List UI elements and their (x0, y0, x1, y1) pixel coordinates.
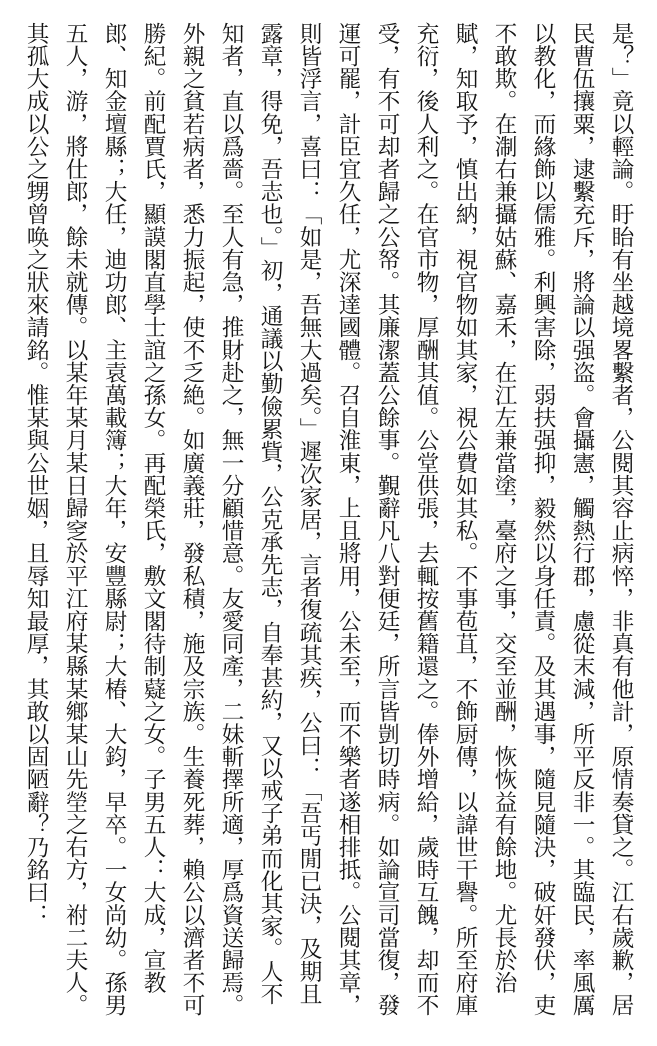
text-column-7: 受，有不可却者歸之公帑。其廉潔蓋公餘事。覲辭凡八對便廷，所言皆剴切時病。如論宣司當復，發 (374, 22, 400, 1017)
text-column-6: 充衍，後人利之。在官市物，厚酬其值。公堂供張，去輒按舊籍還之。俸外增給，歲時互餽，却而不 (413, 22, 439, 1017)
text-column-3: 以教化，而緣飾以儒雅。利興害除，弱扶强抑，毅然以身任責。及其遇事，隨見隨決，破奸發伏，吏 (530, 22, 556, 1017)
text-column-2: 民曹伍攘粟，逮繫充斥，將論以强盗。會攝憲，觸熱行郡，慮從末減，所平反非一。其臨民，率風厲 (569, 22, 595, 1017)
text-column-5: 賦，知取予，慎出納，視官物如其家，視公費如其私。不事苞苴，不飾厨傳，以諱世干譽。所至府庫 (452, 22, 478, 1017)
text-column-1: 是？」竟以輕論。盱眙有坐越境畧繫者，公閱其容止病悴，非真有他計，原情奏貸之。江右歲歉，居 (608, 22, 634, 1017)
text-column-9: 則皆浮言，喜曰：「如是，吾無大過矣。」遲次家居，言者復疏其疾，公曰：「吾丐閒已決，及期且 (296, 22, 322, 1006)
text-column-4: 不敢欺。在淛右兼攝姑蘇、嘉禾，在江左兼當塗，臺府之事，交至並酬，恢恢益有餘地。尤長於治 (491, 22, 517, 994)
text-column-15: 五人，游，將仕郎，餘未就傳。以某年某月某日歸窆於平江府某縣某鄉某山先塋之右方，祔二夫人。 (62, 22, 88, 1017)
text-column-8: 運可罷，計臣宜久任，尤深達國體。召自淮東，上且將用，公未至，而不樂者遂相排抵。公閱其章， (335, 22, 361, 1017)
text-column-14: 郎、知金壇縣；大任，迪功郎、主袁萬載簿；大年，安豐縣尉；大椿、大鈞，早卒。一女尚幼。孫男 (101, 22, 127, 1017)
text-column-13: 勝紀。前配賈氏，顯謨閣直學士誼之孫女。再配榮氏，敷文閣待制薿之女。子男五人：大成，宣教 (140, 22, 166, 994)
text-column-12: 外親之貧若病者，悉力振起，使不乏絶。如廣義莊，發私積，施及宗族。生養死葬，賴公以濟者不可 (179, 22, 205, 1017)
text-column-16: 其孤大成以公之甥曾唤之狀來請銘。惟某與公世姻，且辱知最厚，其敢以固陋辭？乃銘曰： (23, 22, 49, 926)
text-column-11: 知者，直以爲嗇。至人有急，推財赴之，無一分顧惜意。友愛同產，二妹斬擇所適，厚爲資送歸焉。 (218, 22, 244, 1017)
text-column-10: 露章，得免，吾志也。」初，通議以勤儉累貲，公克承先志，自奉甚約，又以戒子弟而化其家。人不 (257, 22, 283, 1006)
